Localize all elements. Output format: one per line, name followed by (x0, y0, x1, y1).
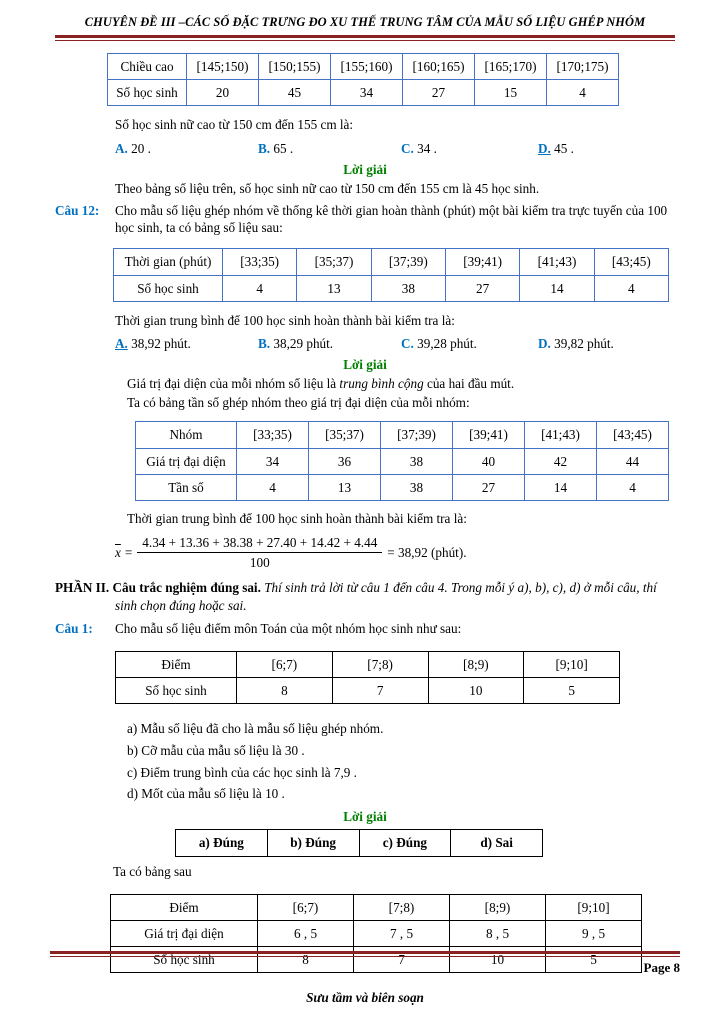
q11-frequency-table (107, 53, 619, 106)
table-cell: [9;10] (546, 894, 642, 920)
table-cell: b) Đúng (267, 830, 359, 856)
row-header-cell: Tần số (136, 474, 237, 500)
part2-heading (55, 579, 675, 613)
table-cell: [35;37) (297, 249, 371, 275)
table-cell: 5 (546, 947, 642, 973)
row-header-cell: Nhóm (136, 422, 237, 448)
table-cell: [8;9) (428, 651, 524, 677)
table-cell: 9 , 5 (546, 920, 642, 946)
table-cell: [43;45) (594, 249, 668, 275)
choice-letter: A. (115, 335, 128, 351)
choice-letter: C. (401, 140, 414, 156)
formula-result: = 38,92 (phút). (387, 545, 467, 561)
table-cell: 6 , 5 (258, 920, 354, 946)
table-cell: 42 (525, 448, 597, 474)
table-cell: 45 (259, 80, 331, 106)
table-cell: 15 (475, 80, 547, 106)
table-cell: [33;35) (237, 422, 309, 448)
row-header-cell: Số học sinh (116, 678, 237, 704)
table-cell: [41;43) (520, 249, 594, 275)
table-cell: 44 (597, 448, 669, 474)
table-cell: 14 (520, 275, 594, 301)
q1-prompt-text: Cho mẫu số liệu điểm môn Toán của một nhóm học sinh như sau: (115, 620, 462, 636)
table-row (136, 422, 669, 448)
table-cell: [43;45) (597, 422, 669, 448)
header-divider-rule (55, 35, 675, 41)
q12-choice-a (115, 335, 258, 352)
row-header-cell: Số học sinh (114, 275, 223, 301)
table-cell: 10 (428, 678, 524, 704)
row-header-cell: a) Đúng (176, 830, 268, 856)
q11-choices (115, 140, 675, 157)
row-header-cell: Giá trị đại diện (111, 920, 258, 946)
table-cell: 4 (597, 474, 669, 500)
solution-text-part: Giá trị đại diện của mỗi nhóm số liệu là (127, 376, 340, 392)
table-cell: [145;150) (187, 54, 259, 80)
choice-letter: D. (538, 335, 551, 351)
solution-text-part: của hai đầu mút. (423, 376, 515, 392)
table-cell: [165;170) (475, 54, 547, 80)
table-cell: 36 (309, 448, 381, 474)
row-header-cell: Số học sinh (108, 80, 187, 106)
table-cell: 14 (525, 474, 597, 500)
q11-solution-text: Theo bảng số liệu trên, số học sinh nữ cao từ 150 cm đến 155 cm là 45 học sinh. (115, 180, 540, 196)
fraction (137, 534, 382, 571)
table-cell: 27 (445, 275, 519, 301)
q11-question-text: Số học sinh nữ cao từ 150 cm đến 155 cm là: (115, 117, 354, 133)
choice-letter: B. (258, 335, 271, 351)
table-cell: 10 (450, 947, 546, 973)
page-number: Page 8 (643, 960, 680, 975)
q1-answer-table (175, 829, 543, 856)
table-cell: 4 (237, 474, 309, 500)
q1-label: Câu 1: (55, 620, 93, 636)
q11-choice-d (538, 140, 675, 157)
table-cell: 7 (354, 947, 450, 973)
fraction-numerator: 4.34 + 13.36 + 38.38 + 27.40 + 14.42 + 4.44 (137, 534, 382, 553)
solution-text-italic: trung bình cộng (339, 376, 424, 392)
table-row (108, 80, 619, 106)
table-cell: [37;39) (381, 422, 453, 448)
q12-choice-d (538, 335, 675, 352)
table-cell: [39;41) (453, 422, 525, 448)
fraction-denominator: 100 (249, 555, 270, 571)
table-cell: 8 (258, 947, 354, 973)
table-row (116, 678, 620, 704)
q12-mean-formula (115, 534, 675, 571)
part2-heading-bold: PHẦN II. Câu trắc nghiệm đúng sai. (55, 580, 261, 596)
table-row (136, 448, 669, 474)
page-header-title: CHUYÊN ĐỀ III –CÁC SỐ ĐẶC TRƯNG ĐO XU THẾ TRUNG TÂM CỦA MẪU SỐ LIỆU GHÉP NHÓM (84, 15, 646, 29)
table-row (114, 249, 669, 275)
choice-text: 34 . (417, 140, 437, 156)
q11-choice-a (115, 140, 258, 157)
choice-letter: C. (401, 335, 414, 351)
table-cell: 27 (403, 80, 475, 106)
choice-text: 38,29 phút. (273, 335, 334, 351)
table-cell: [6;7) (237, 651, 333, 677)
table-cell: 38 (381, 448, 453, 474)
row-header-cell: Điểm (116, 651, 237, 677)
q12-prompt-text: Cho mẫu số liệu ghép nhóm về thống kê thời gian hoàn thành (phút) một bài kiểm tra trực tuyến của 100 học sinh, ta có bảng số liệu sau: (115, 203, 668, 236)
q12-solution-heading: Lời giải (343, 357, 387, 372)
q12-time-table (113, 248, 669, 301)
row-header-cell: Điểm (111, 894, 258, 920)
part2-instruction: Thí sinh trả lời từ câu 1 đến câu 4. Trong mỗi ý a), b), c), d) ở mỗi câu, thí sinh chọn đúng hoặc sai. (115, 580, 657, 613)
q11-choice-c (401, 140, 538, 157)
table-cell: [6;7) (258, 894, 354, 920)
table-cell: 20 (187, 80, 259, 106)
footer-divider-rule (50, 951, 680, 957)
row-header-cell: Số học sinh (111, 947, 258, 973)
q1-item-d: d) Mốt của mẫu số liệu là 10 . (127, 786, 285, 802)
table-cell: 7 (332, 678, 428, 704)
table-cell: 4 (547, 80, 619, 106)
table-cell: 8 , 5 (450, 920, 546, 946)
q11-solution-heading: Lời giải (343, 161, 387, 177)
table-cell: 34 (237, 448, 309, 474)
choice-text: 38,92 phút. (131, 335, 191, 351)
table-cell: 13 (297, 275, 371, 301)
table-cell: [160;165) (403, 54, 475, 80)
choice-letter: A. (115, 140, 128, 156)
footer-credit-note: Sưu tầm và biên soạn (306, 989, 424, 1005)
table-cell: [35;37) (309, 422, 381, 448)
table-row (114, 275, 669, 301)
table-cell: 13 (309, 474, 381, 500)
table-cell: [150;155) (259, 54, 331, 80)
choice-text: 20 . (131, 140, 151, 156)
table-cell: 38 (371, 275, 445, 301)
table-cell: 34 (331, 80, 403, 106)
table-cell: 8 (237, 678, 333, 704)
q1-prompt-paragraph (55, 620, 675, 637)
q12-choices (115, 335, 675, 352)
q1-item-c: c) Điểm trung bình của các học sinh là 7,9 . (127, 764, 357, 780)
q1-solution-heading: Lời giải (343, 809, 387, 825)
row-header-cell: Thời gian (phút) (114, 249, 223, 275)
table-cell: [37;39) (371, 249, 445, 275)
table-cell: [7;8) (332, 651, 428, 677)
choice-text: 39,82 phút. (554, 335, 614, 351)
table-cell: [7;8) (354, 894, 450, 920)
q12-choice-b (258, 335, 401, 352)
choice-text: 39,28 phút. (417, 335, 477, 351)
table-cell: [9;10] (524, 651, 620, 677)
q12-label: Câu 12: (55, 203, 100, 219)
choice-letter: D. (538, 140, 551, 156)
table-row (111, 920, 642, 946)
table-cell: 40 (453, 448, 525, 474)
equals-sign: = (124, 545, 133, 561)
table-cell: [8;9) (450, 894, 546, 920)
choice-text: 65 . (273, 140, 294, 156)
table-cell: 4 (223, 275, 297, 301)
q12-representative-table (135, 421, 669, 500)
page-footer (50, 946, 680, 1006)
table-cell: [155;160) (331, 54, 403, 80)
table-cell: 4 (594, 275, 668, 301)
q1-statement-items (127, 720, 675, 802)
table-row (176, 830, 543, 856)
table-cell: c) Đúng (359, 830, 451, 856)
choice-text: 45 . (554, 140, 574, 156)
row-header-cell: Chiều cao (108, 54, 187, 80)
q12-solution-line2: Ta có bảng tần số ghép nhóm theo giá trị đại diện của mỗi nhóm: (127, 395, 470, 411)
choice-letter: B. (258, 140, 271, 156)
table-row (116, 651, 620, 677)
x-bar-symbol: $\overline{x}$ (115, 545, 121, 561)
table-cell: 7 , 5 (354, 920, 450, 946)
table-cell: [41;43) (525, 422, 597, 448)
q12-question-text: Thời gian trung bình để 100 học sinh hoàn thành bài kiểm tra là: (115, 312, 455, 328)
table-cell: [33;35) (223, 249, 297, 275)
q12-prompt-paragraph (55, 202, 675, 236)
q1-item-b: b) Cỡ mẫu của mẫu số liệu là 30 . (127, 742, 305, 758)
table-cell: 27 (453, 474, 525, 500)
q12-solution-line1 (127, 375, 675, 392)
table-cell: 38 (381, 474, 453, 500)
row-header-cell: Giá trị đại diện (136, 448, 237, 474)
table-cell: [170;175) (547, 54, 619, 80)
q1-item-a: a) Mẫu số liệu đã cho là mẫu số liệu ghép nhóm. (127, 721, 384, 737)
table-cell: d) Sai (451, 830, 543, 856)
q1-after-answers-text: Ta có bảng sau (113, 863, 192, 879)
table-cell: 5 (524, 678, 620, 704)
q12-solution-line3: Thời gian trung bình để 100 học sinh hoàn thành bài kiểm tra là: (127, 510, 467, 526)
table-row (136, 474, 669, 500)
q11-choice-b (258, 140, 401, 157)
table-row (111, 894, 642, 920)
table-cell: [39;41) (445, 249, 519, 275)
q12-choice-c (401, 335, 538, 352)
table-row (108, 54, 619, 80)
q1-score-table (115, 651, 620, 704)
